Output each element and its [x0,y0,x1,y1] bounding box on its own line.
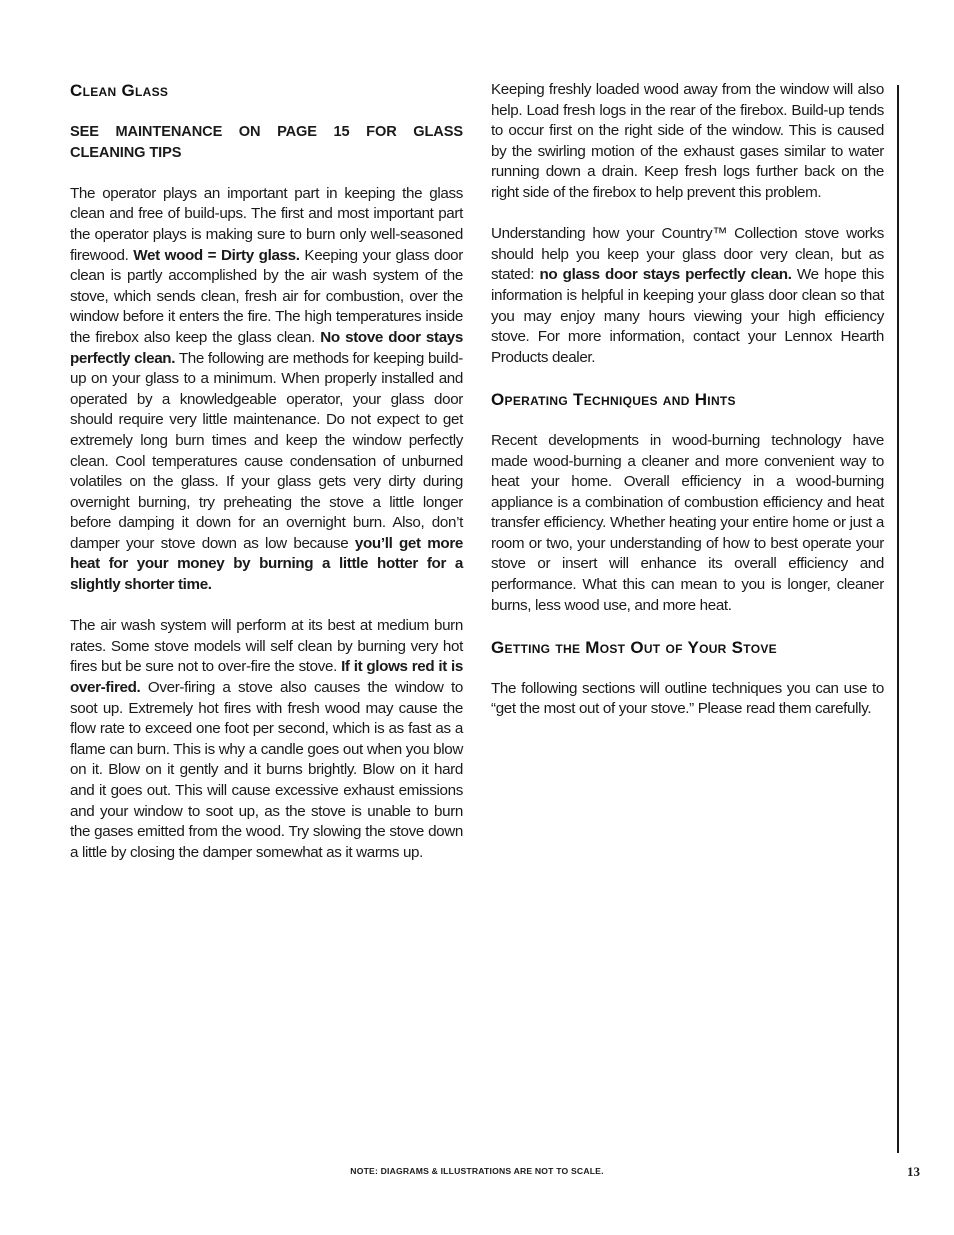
section-heading-clean-glass: Clean Glass [70,81,169,100]
text-run: We hope this information is helpful in keeping your glass door clean so that you may enjoy many hours viewing your high efficiency stove. For more information, contact your Lennox Hearth Products dealer. [491,266,884,366]
emphasis-more-heat: you’ll get more heat for your money by burning a little hotter for a slightly shorter time. [70,534,463,594]
text-run: The air wash system will perform at its best at medium burn rates. Some stove models will self clean by burning very hot fires but be sure not to over-fire the stove. [70,617,463,676]
paragraph-efficiency: Recent developments in wood-burning technology have made wood-burning a cleaner and more convenient way to heat your home. Overall efficiency in a wood-burning appliance is a combination of combustion efficiency and heat transfer efficiency. Whether heating your entire home or just a room or two, your understanding of how to best operate your stove or insert will enhance its overall efficiency and performance. What this can mean to you is longer, cleaner burns, less wood use, and more heat. [491,431,884,614]
text-run: The following are methods for keeping build-up on your glass to a minimum. When properly installed and operated by a knowledgeable operator, your glass door should require very little maintenance. Do not expect to get extremely long burn times and keep the window perfectly clean. Cool temperatures cause condensation of unburned volatiles on the glass. If your glass gets very dirty during overnight burning, try preheating the stove a little longer before damping it down for an overnight burn. Also, don’t damper your stove down as low because [70,349,463,552]
emphasis-wet-wood: Wet wood = Dirty glass. [133,246,300,264]
text-run: Understanding how your Country™ Collection stove works should help you keep your glass door very clean, but as stated: [491,225,884,284]
text-run: Keeping your glass door clean is partly accomplished by the air wash system of the stove, which sends clean, fresh air for combustion, over the window before it enters the fire. The high temperatures inside the firebox also keep the glass clean. [70,246,463,346]
page-number: 13 [907,1164,920,1179]
paragraph-understanding-stove [491,224,884,368]
maintenance-reference: SEE MAINTENANCE ON PAGE 15 FOR GLASS CLEANING TIPS [70,124,463,161]
paragraph-log-placement: Keeping freshly loaded wood away from the window will also help. Load fresh logs in the rear of the firebox. Build-up tends to occur first on the right side of the window. This is caused by the swirling motion of the exhaust gases similar to water running down a drain. Keep fresh logs further back on the right side of the firebox to help prevent this problem. [491,81,884,201]
section-heading-operating-techniques: Operating Techniques and Hints [491,389,736,409]
emphasis-no-clean-door: No stove door stays perfectly clean. [70,328,463,367]
footer-note: NOTE: DIAGRAMS & ILLUSTRATIONS ARE NOT TO SCALE. [350,1166,604,1176]
right-column [491,80,884,720]
text-run: Over-firing a stove also causes the window to soot up. Extremely hot fires with fresh wood may cause the flow rate to exceed one foot per second, which is as fast as a flame can burn. This is why a candle goes out when you blow on it. Blow on it gently and it burns brightly. Blow on it hard and it goes out. This will cause excessive exhaust emissions and your window to soot up, as the stove is unable to burn the gases emitted from the wood. Try slowing the stove down a little by closing the damper somewhat as it warms up. [70,679,463,861]
left-column [70,80,463,863]
paragraph-air-wash [70,616,463,863]
emphasis-over-fired: If it glows red it is over-fired. [70,658,463,697]
section-heading-getting-the-most: Getting the Most Out of Your Stove [491,637,777,657]
emphasis-no-clean-door: no glass door stays perfectly clean. [539,266,792,284]
margin-rule [897,85,899,1153]
paragraph-following-sections: The following sections will outline techniques you can use to “get the most out of your stove.” Please read them carefully. [491,679,884,718]
text-run: The operator plays an important part in keeping the glass clean and free of build-ups. The first and most important part the operator plays is making sure to burn only well-seasoned firewood. [70,184,463,264]
paragraph-operator-role [70,184,463,596]
